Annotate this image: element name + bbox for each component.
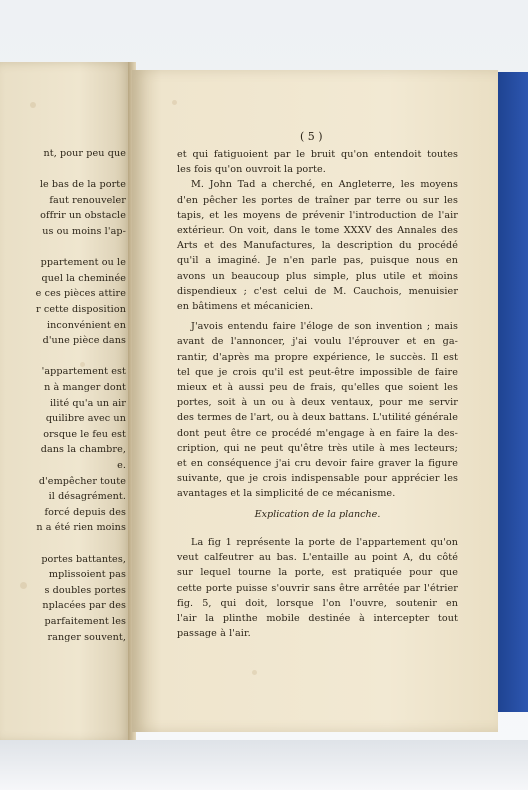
right-text-line: tel que je crois qu'il est peut-être impossible de faire <box>177 366 458 378</box>
left-text-line: le bas de la porte <box>39 179 126 191</box>
left-text-line: nt, pour peu que <box>43 148 126 159</box>
left-text-line: d'empêcher toute <box>38 475 126 487</box>
right-text-line: des termes de l'art, ou à deux battans. L'utilité générale <box>177 412 458 424</box>
left-text-line: quilibre avec un <box>45 413 126 425</box>
left-text-line: e ces pièces attire <box>35 288 126 300</box>
left-text-line: 'appartement est <box>41 366 126 378</box>
right-text-line: en bâtimens et mécanicien. <box>177 301 314 312</box>
right-text-line: cription, qui ne peut qu'être très utile à mes lecteurs; <box>177 442 458 454</box>
left-text-line: ilité qu'a un air <box>50 397 126 409</box>
left-text-line: quel la cheminée <box>41 272 126 284</box>
right-text-line: d'en pêcher les portes de traîner par terre ou sur les <box>177 194 458 206</box>
left-text-line: e. <box>117 460 126 471</box>
right-text-line: portes, soit à un ou à deux ventaux, pour me servir <box>177 397 458 409</box>
right-text-line: dont peut être ce procédé m'engage à en faire la des- <box>177 427 458 439</box>
right-text-line: et en conséquence j'ai cru devoir faire graver la figure <box>177 458 458 469</box>
left-text-line: us ou moins l'ap- <box>42 226 126 237</box>
foxing-spot <box>30 102 36 108</box>
left-text-line: dans la chambre, <box>40 444 126 456</box>
left-text-line: nplacées par des <box>42 600 126 612</box>
right-text-line: fig. 5, qui doit, lorsque l'on l'ouvre, soutenir en <box>177 597 458 609</box>
right-text-line: rantir, d'après ma propre expérience, le succès. Il est <box>177 351 458 363</box>
section-heading: Explication de la planche. <box>254 509 381 520</box>
left-text-line: inconvénient en <box>46 319 126 331</box>
left-text-line: r cette disposition <box>36 304 126 315</box>
left-text-line: il désagrément. <box>48 491 126 503</box>
right-text-line: extérieur. On voit, dans le tome XXXV des Annales des <box>177 225 458 236</box>
right-text-line: cette porte puisse s'ouvrir sans être arrêtée par l'étrier <box>177 582 458 594</box>
left-text-line: ppartement ou le <box>40 257 126 269</box>
left-text-line: orsque le feu est <box>43 428 126 440</box>
foxing-spot <box>172 100 177 105</box>
right-text-line: les fois qu'on ouvroit la porte. <box>177 164 326 176</box>
right-text-line: tapis, et les moyens de prévenir l'introduction de l'air <box>177 209 458 221</box>
left-text-line: offrir un obstacle <box>40 210 126 222</box>
left-text-line: d'une pièce dans <box>42 335 126 347</box>
right-text-line: suivante, que je crois indispensable pour apprécier les <box>177 473 458 485</box>
table-surface <box>0 740 528 790</box>
right-text-line: mieux et à aussi peu de frais, qu'elles que soient les <box>177 382 458 393</box>
left-text-line: s doubles portes <box>44 584 126 596</box>
page-number: ( 5 ) <box>300 130 323 143</box>
right-text-line: dispendieux ; c'est celui de M. Cauchois, menuisier <box>177 285 458 297</box>
right-text-line: La fig 1 représente la porte de l'appartement qu'on <box>191 537 458 548</box>
left-text-line: ranger souvent, <box>47 631 126 643</box>
left-text-line: n a été rien moins <box>36 522 126 534</box>
right-text-line: veut calfeutrer au bas. L'entaille au point A, du côté <box>177 552 458 564</box>
right-text-line: J'avois entendu faire l'éloge de son invention ; mais <box>191 321 458 333</box>
right-text-line: Arts et des Manufactures, la description du procédé <box>177 240 458 252</box>
right-text-line: qu'il a imaginé. Je n'en parle pas, puisque nous en <box>177 255 458 267</box>
right-text-line: avons un beaucoup plus simple, plus utile et moins <box>177 270 458 282</box>
right-text-line: avantages et la simplicité de ce mécanisme. <box>177 488 396 500</box>
left-text-line: parfaitement les <box>44 616 126 627</box>
right-text-line: sur lequel tourne la porte, est pratiquée pour que <box>177 567 458 579</box>
left-text-line: n à manger dont <box>44 382 126 393</box>
foxing-spot <box>252 670 257 675</box>
left-text-line: faut renouveler <box>49 194 126 206</box>
right-text-line: avant de l'annoncer, j'ai voulu l'éprouver et en ga- <box>177 336 458 348</box>
left-text-line: portes battantes, <box>41 553 126 565</box>
right-text-line: M. John Tad a cherché, en Angleterre, les moyens <box>191 179 458 191</box>
right-text-line: passage à l'air. <box>177 628 251 640</box>
right-text-line: l'air la plinthe mobile destinée à intercepter tout <box>177 613 458 624</box>
left-text-line: mplissoient pas <box>48 569 126 581</box>
left-text-line: forcé depuis des <box>44 506 126 518</box>
right-text-line: et qui fatiguoient par le bruit qu'on entendoit toutes <box>177 149 458 160</box>
